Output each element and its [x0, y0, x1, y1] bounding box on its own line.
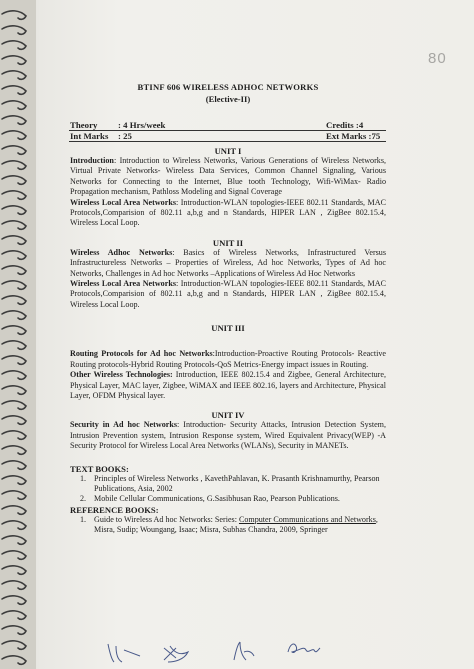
course-meta	[70, 120, 386, 144]
elective-label: (Elective-II)	[205, 94, 251, 104]
unit-3-other-wireless: Other Wireless Technologies: Introduction, IEEE 802.15.4 and Zigbee, General Architecture, Physical Layer, MAC layer, Zigbee, WiMAX and IEEE 802.16, layers and Architecture, Physical Layer, OFDM Physical layer.	[70, 370, 386, 400]
page-number: 80	[428, 50, 447, 67]
list-item: 1. Principles of Wireless Networks , KavethPahlavan, K. Prasanth Krishnamurthy, Pearson Publications, Asia, 2002	[80, 473, 380, 493]
ext-marks-label: Ext Marks :75	[326, 131, 381, 141]
signature-4	[284, 636, 324, 662]
theory-value: : 4 Hrs/week	[118, 120, 166, 130]
list-item: 1. Guide to Wireless Ad hoc Networks: Series: Computer Communications and Networks, Misra, Sudip; Woungang, Isaac; Misra, Subhas Chandra, 2009, Springer	[80, 514, 378, 535]
unit-1-heading: UNIT I	[214, 146, 242, 156]
spiral-binding	[0, 0, 36, 669]
signature-1	[104, 640, 144, 666]
unit-1-introduction: Introduction: Introduction to Wireless Networks, Various Generations of Wireless Networks, Virtual Private Networks- Wireless Data Services, Common Channel Signaling, Various Networks for Connecting to the Internet, Blue tooth Technology, Wifi-WiMax- Radio Propagation mechanism, Pathloss Modeling and Signal Coverage	[70, 156, 386, 197]
unit-3-heading: UNIT III	[211, 323, 245, 334]
course-title: BTINF 606 WIRELESS ADHOC NETWORKS	[137, 82, 319, 92]
unit-4-security: Security in Ad hoc Networks: Introduction- Security Attacks, Intrusion Detection System, Intrusion Prevention system, Intrusion Response system, Wired Equivalent Privacy(WEP) -A Security Protocol for Wireless Local Area Networks (WLANs), Security in MANETs.	[70, 420, 386, 451]
text-books-heading: TEXT BOOKS:	[70, 463, 129, 474]
signature-3	[228, 638, 258, 664]
table-rule-bottom	[69, 141, 386, 142]
int-marks-label: Int Marks	[70, 131, 109, 141]
reference-books-heading: REFERENCE BOOKS:	[70, 504, 159, 515]
list-item: 2. Mobile Cellular Communications, G.Sasibhusan Rao, Pearson Publications.	[80, 494, 340, 504]
unit-1-wlan: Wireless Local Area Networks: Introduction-WLAN topologies-IEEE 802.11 Standards, MAC Protocols,Comparision of 802.11 a,b,g and n Standards, HIPER LAN , ZigBee 802.15.4, Wireless Local Loop.	[70, 197, 386, 228]
text-books-list	[70, 474, 386, 505]
reference-books-list	[70, 515, 386, 536]
unit-3-routing: Routing Protocols for Ad hoc Networks:Introduction-Proactive Routing Protocols- Reactive Routing protocols-Hybrid Routing Protocols-QoS Metrics-Energy impact issues in Routing.	[70, 349, 386, 369]
credits-value: :4	[355, 120, 364, 130]
unit-4-heading: UNIT IV	[211, 410, 245, 421]
theory-label: Theory	[70, 120, 98, 130]
signature-2	[160, 642, 194, 666]
int-marks-value: : 25	[118, 131, 132, 141]
unit-2-wlan: Wireless Local Area Networks: Introduction-WLAN topologies-IEEE 802.11 Standards, MAC Protocols,Comparision of 802.11 a,b,g and n Standards, HIPER LAN , ZigBee 802.15.4, Wireless Local Loop.	[70, 279, 386, 309]
syllabus-content	[70, 82, 386, 536]
unit-2-heading: UNIT II	[212, 237, 244, 248]
credits-label: Credits :4	[326, 120, 364, 130]
table-rule-top	[69, 130, 386, 131]
reference-series-link: Computer Communications and Networks	[238, 514, 376, 524]
ext-marks-value: :75	[368, 131, 381, 141]
unit-2-adhoc: Wireless Adhoc Networks: Basics of Wireless Networks, Infrastructured Versus Infrastructureless Networks – Properties of Wireless, Ad hoc Networks, Types of Ad hoc Networks, Challenges in Ad hoc Networks –Applications of Wireless Ad Hoc Networks	[70, 247, 386, 278]
